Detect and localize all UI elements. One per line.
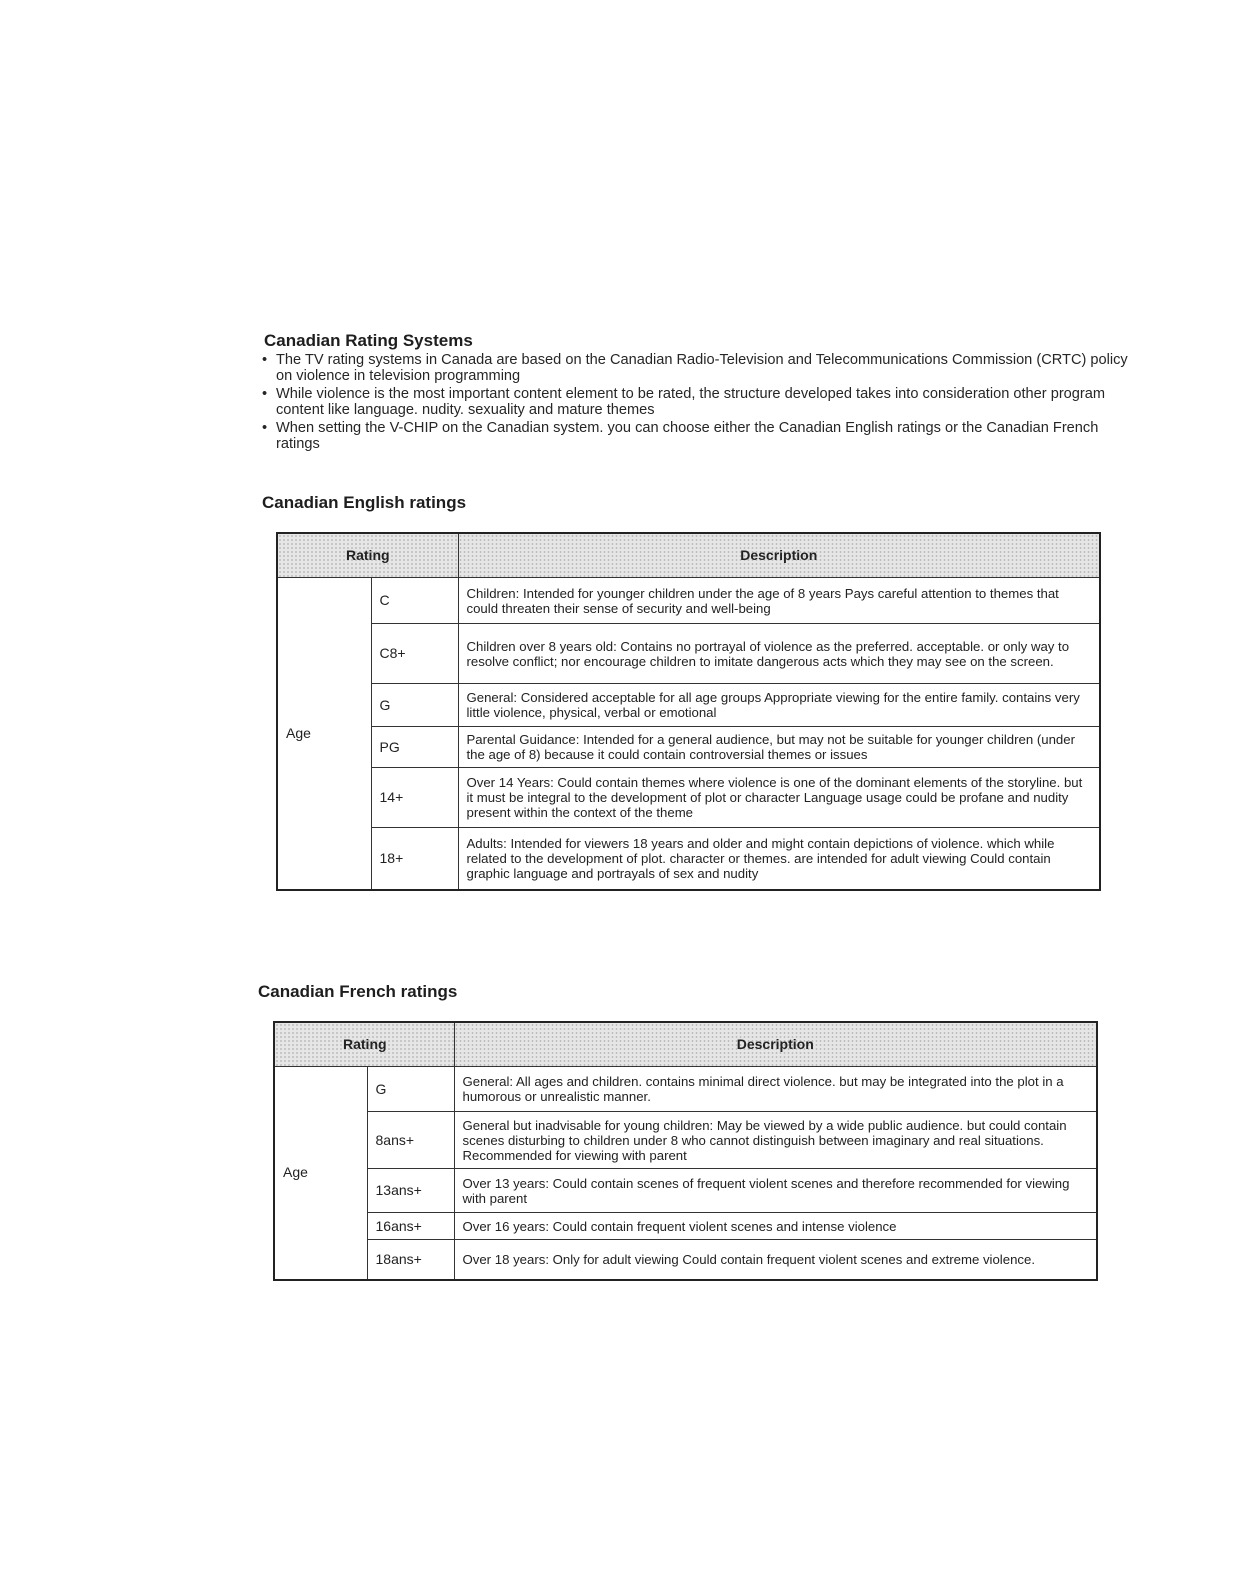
list-item: • When setting the V-CHIP on the Canadian system. you can choose either the Canadian English ratings or the Canadian French ratings [262,420,1142,452]
section-title-french-ratings: Canadian French ratings [258,982,458,1001]
rating-description: General: Considered acceptable for all age groups Appropriate viewing for the entire family. contains very little violence, physical, verbal or emotional [458,684,1100,727]
table-row [274,1213,1097,1240]
rating-description: Children: Intended for younger children under the age of 8 years Pays careful attention to themes that could threaten their sense of security and well-being [458,578,1100,624]
rating-code: G [367,1067,454,1112]
rating-description: Over 16 years: Could contain frequent violent scenes and intense violence [454,1213,1097,1240]
rating-code: G [371,684,458,727]
table-row [277,828,1100,890]
rating-column-header: Rating [274,1022,454,1067]
list-item: • While violence is the most important content element to be rated, the structure developed takes into consideration other program content like language. nudity. sexuality and mature themes [262,386,1142,418]
description-column-header: Description [458,533,1100,578]
table-row [274,1240,1097,1280]
table-row [277,578,1100,624]
rating-code: 14+ [371,768,458,828]
rating-code: 16ans+ [367,1213,454,1240]
table-row [277,684,1100,727]
table-header-row [277,533,1100,578]
rating-code: 18ans+ [367,1240,454,1280]
rating-description: Over 13 years: Could contain scenes of frequent violent scenes and therefore recommended for viewing with parent [454,1169,1097,1213]
table-row [277,768,1100,828]
section-title-rating-systems: Canadian Rating Systems [264,331,473,350]
rating-description: Over 18 years: Only for adult viewing Could contain frequent violent scenes and extreme violence. [454,1240,1097,1280]
english-ratings-table [276,532,1101,891]
table-row [277,624,1100,684]
rating-code: 18+ [371,828,458,890]
section-title-english-ratings: Canadian English ratings [262,493,467,512]
rating-column-header: Rating [277,533,458,578]
rating-code: 8ans+ [367,1112,454,1169]
description-column-header: Description [454,1022,1097,1067]
rating-code: C8+ [371,624,458,684]
rating-description: Over 14 Years: Could contain themes where violence is one of the dominant elements of the storyline. but it must be integral to the development of plot or character Language usage could be profane and nudity present within the context of the theme [458,768,1100,828]
rating-description: Children over 8 years old: Contains no portrayal of violence as the preferred. acceptable. or only way to resolve conflict; nor encourage children to imitate dangerous acts which they may see on the screen. [458,624,1100,684]
list-item: • The TV rating systems in Canada are based on the Canadian Radio-Television and Telecommunications Commission (CRTC) policy on violence in television programming [262,352,1142,384]
rating-description: General but inadvisable for young children: May be viewed by a wide public audience. but could contain scenes disturbing to children under 8 who cannot distinguish between imaginary and real situations. Recommended for viewing with parent [454,1112,1097,1169]
table-row [274,1112,1097,1169]
rating-systems-list [262,352,1142,454]
age-group-label: Age [277,578,371,890]
rating-code: 13ans+ [367,1169,454,1213]
rating-description: General: All ages and children. contains minimal direct violence. but may be integrated into the plot in a humorous or unrealistic manner. [454,1067,1097,1112]
rating-code: C [371,578,458,624]
table-header-row [274,1022,1097,1067]
rating-description: Parental Guidance: Intended for a general audience, but may not be suitable for younger children (under the age of 8) because it could contain controversial themes or issues [458,727,1100,768]
table-row [274,1169,1097,1213]
table-row [277,727,1100,768]
french-ratings-table [273,1021,1098,1281]
rating-description: Adults: Intended for viewers 18 years and older and might contain depictions of violence. which while related to the development of plot. character or themes. are intended for adult viewing Could contain graphic language and portrayals of sex and nudity [458,828,1100,890]
rating-code: PG [371,727,458,768]
table-row [274,1067,1097,1112]
age-group-label: Age [274,1067,367,1280]
